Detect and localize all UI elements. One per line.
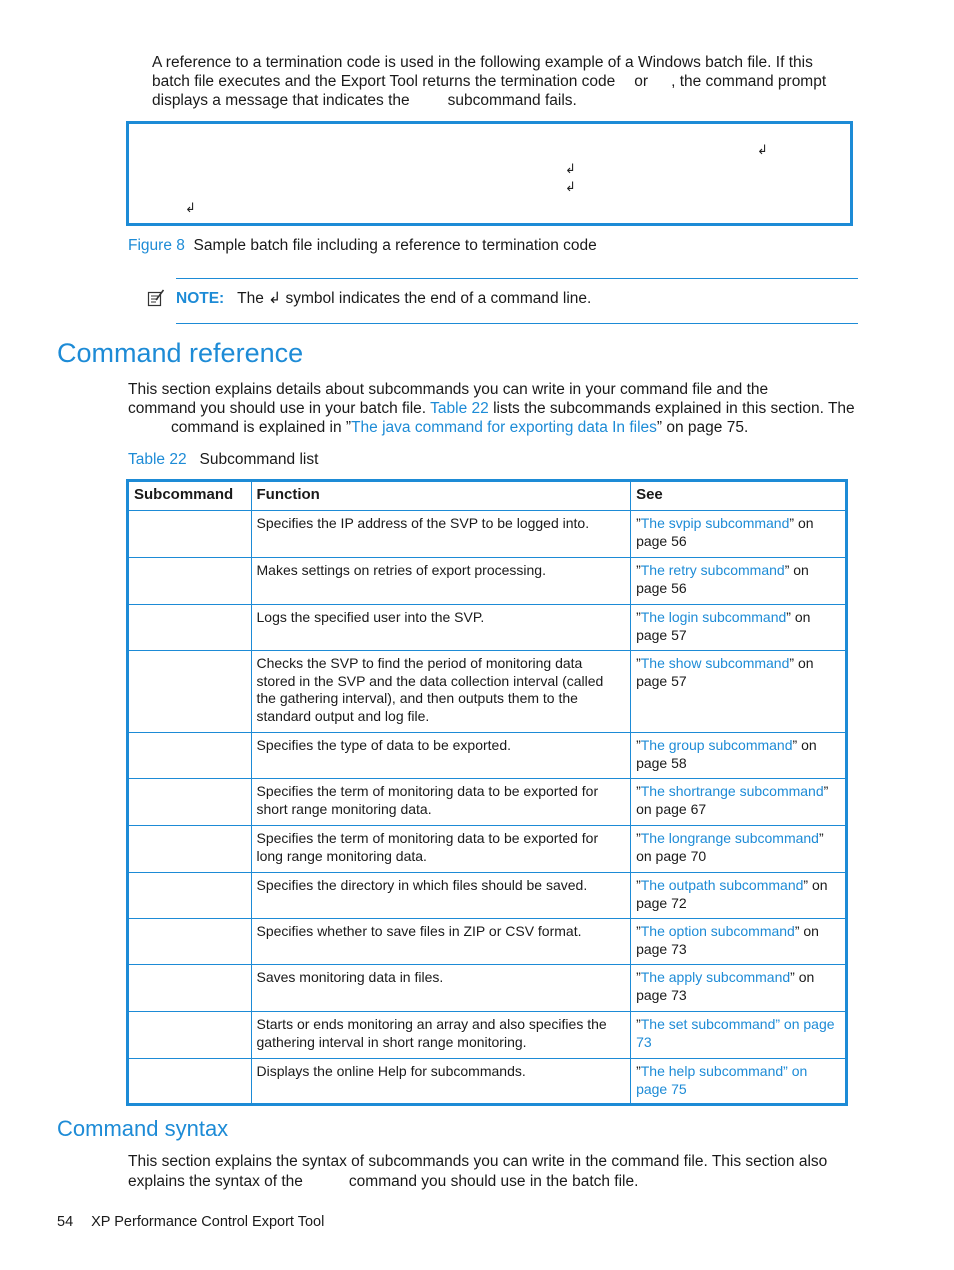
cell-function: Specifies the term of monitoring data to be exported for short range monitoring data. [251,779,631,826]
header-function: Function [251,481,631,511]
figure-caption-text: Sample batch file including a reference to termination code [193,237,597,254]
cell-function: Saves monitoring data in files. [251,965,631,1012]
cmdref-line-2a: command you should use in your batch file. [128,400,427,417]
cell-see [631,965,847,1012]
see-pre: ” [636,830,641,846]
cmdref-line-2b: lists the subcommands explained in this section. The [493,400,855,417]
see-pre: ” [636,923,641,939]
command-reference-heading: Command reference [57,338,304,368]
cell-subcommand [128,558,252,605]
see-post: ” on page 58 [636,737,817,771]
table-row [128,826,847,873]
note-icon [147,289,165,307]
cell-see [631,558,847,605]
table-row [128,779,847,826]
see-pre: ” [636,737,641,753]
cell-subcommand [128,779,252,826]
cell-see [631,651,847,733]
table-row [128,965,847,1012]
cell-function: Specifies whether to save files in ZIP or CSV format. [251,919,631,965]
cell-subcommand [128,1012,252,1059]
intro-line-1: A reference to a termination code is used in the following example of a Windows batch file. If this [152,54,813,71]
see-link[interactable]: The login subcommand [640,609,787,625]
header-see: See [631,481,847,511]
cell-subcommand [128,1059,252,1105]
table-caption-text: Subcommand list [199,451,319,468]
see-post: ” on page 57 [636,609,811,643]
figure-caption [128,236,597,255]
cell-function: Makes settings on retries of export processing. [251,558,631,605]
cell-subcommand [128,919,252,965]
see-pre: ” [636,783,641,799]
see-link[interactable]: The outpath subcommand [640,877,804,893]
intro-line-3 [152,91,577,110]
subcommand-table [126,479,848,1106]
see-pre: ” [636,609,641,625]
see-link[interactable]: The svpip subcommand [640,515,790,531]
see-pre: ” [636,969,641,985]
cell-function: Specifies the directory in which files should be saved. [251,873,631,919]
cell-function: Specifies the IP address of the SVP to be logged into. [251,511,631,558]
see-link[interactable]: The option subcommand [640,923,795,939]
intro-line-2b: or [634,73,649,90]
see-link[interactable]: The retry subcommand [640,562,785,578]
see-post: ” on page 67 [636,783,829,817]
line-end-icon: ↲ [757,142,768,157]
command-syntax-heading: Command syntax [57,1116,229,1141]
table-row [128,1059,847,1105]
see-link[interactable]: The shortrange subcommand [640,783,824,799]
note-glyph: ↲ [268,290,282,307]
cell-see [631,605,847,651]
see-link[interactable]: The show subcommand [640,655,790,671]
syntax-line-2 [128,1172,638,1191]
table-row [128,1012,847,1059]
page-number: 54 [57,1214,74,1230]
syntax-line-2a: explains the syntax of the [128,1173,303,1190]
cell-subcommand [128,651,252,733]
cell-subcommand [128,873,252,919]
cell-see [631,733,847,779]
cell-see [631,1012,847,1059]
note-label: NOTE: [176,290,225,307]
table-row [128,558,847,605]
intro-line-3a: displays a message that indicates the [152,92,410,109]
cell-see [631,511,847,558]
table-header-row [128,481,847,511]
note-text-before: The [237,290,264,307]
cell-see [631,826,847,873]
cell-subcommand [128,605,252,651]
see-pre: ” [636,562,641,578]
see-post: ” on page 73 [636,969,815,1003]
see-post: ” on page 57 [636,655,814,689]
see-post: ” on page 73 [636,923,819,957]
see-pre: ” [636,877,641,893]
table-row [128,605,847,651]
cmdref-line-3a: command is explained in ” [171,419,352,436]
table-caption [128,450,318,469]
intro-line-3b: subcommand fails. [447,92,577,109]
cmdref-line-3 [171,418,748,437]
table-22-link[interactable]: Table 22 [430,400,489,417]
see-pre: ” [636,655,641,671]
intro-line-2 [152,72,826,91]
cell-subcommand [128,965,252,1012]
cell-see [631,873,847,919]
footer-title: XP Performance Control Export Tool [91,1214,325,1230]
page-footer [57,1214,324,1230]
cmdref-line-2 [128,399,855,418]
line-end-icon: ↲ [185,200,196,215]
intro-line-2a: batch file executes and the Export Tool returns the termination code [152,73,616,90]
cell-subcommand [128,733,252,779]
cell-function: Logs the specified user into the SVP. [251,605,631,651]
cell-function: Starts or ends monitoring an array and also specifies the gathering interval in short range monitoring. [251,1012,631,1059]
cell-subcommand [128,826,252,873]
cell-function: Specifies the term of monitoring data to be exported for long range monitoring data. [251,826,631,873]
syntax-line-1: This section explains the syntax of subcommands you can write in the command file. This section also [128,1153,828,1170]
figure-label: Figure 8 [128,237,185,254]
see-link[interactable]: The longrange subcommand [640,830,819,846]
batch-file-figure [126,121,853,226]
see-link[interactable]: The group subcommand [640,737,793,753]
see-link[interactable]: The set subcommand” on page 73 [636,1016,835,1050]
cell-function: Specifies the type of data to be exported. [251,733,631,779]
see-link[interactable]: The apply subcommand [640,969,791,985]
cell-see [631,1059,847,1105]
see-post: ” on page 72 [636,877,828,911]
note-top-rule [176,278,858,279]
table-label: Table 22 [128,451,187,468]
cell-function: Displays the online Help for subcommands. [251,1059,631,1105]
header-subcommand: Subcommand [128,481,252,511]
line-end-icon: ↲ [565,161,576,176]
cell-see [631,919,847,965]
table-row [128,873,847,919]
cell-subcommand [128,511,252,558]
cell-function: Checks the SVP to find the period of monitoring data stored in the SVP and the data collection interval (called the gathering interval), and then outputs them to the standard output and log file. [251,651,631,733]
table-row [128,733,847,779]
intro-line-2c: , the command prompt [671,73,827,90]
see-pre: ” [636,515,641,531]
see-pre: ” [636,1063,641,1079]
see-link[interactable]: The help subcommand” on page 75 [636,1063,808,1097]
table-row [128,651,847,733]
note-text [176,289,591,308]
cell-see [631,779,847,826]
see-post: ” on page 56 [636,562,809,596]
note-text-after: symbol indicates the end of a command line. [285,290,592,307]
note-bottom-rule [176,323,858,324]
see-post: ” on page 56 [636,515,814,549]
table-row [128,511,847,558]
see-pre: ” [636,1016,641,1032]
cmdref-line-3b: ” on page 75. [656,419,749,436]
table-row [128,919,847,965]
see-post: ” on page 70 [636,830,824,864]
java-command-link[interactable]: The java command for exporting data In files [351,419,657,436]
cmdref-line-1: This section explains details about subcommands you can write in your command file and the [128,381,769,398]
syntax-line-2b: command you should use in the batch file. [348,1173,639,1190]
line-end-icon: ↲ [565,179,576,194]
